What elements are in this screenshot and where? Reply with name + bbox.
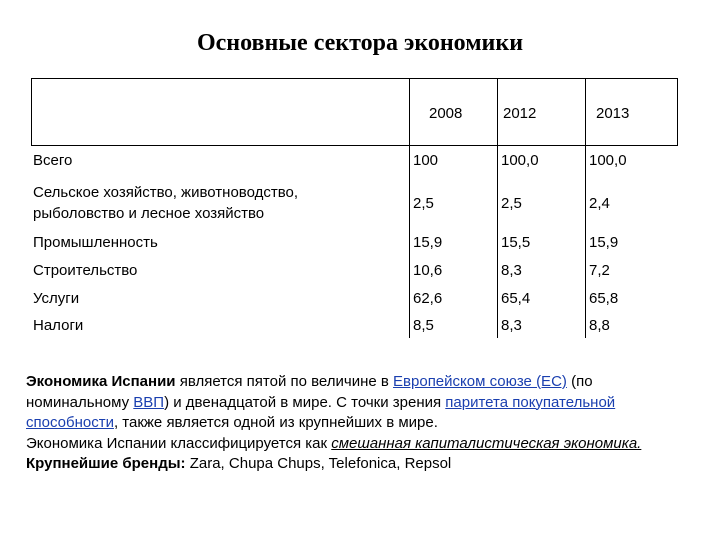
row-label-total: Всего bbox=[33, 152, 73, 169]
table-border bbox=[677, 78, 678, 146]
row-label-agriculture-line1: Сельское хозяйство, животноводство, bbox=[33, 184, 299, 201]
table-border bbox=[31, 78, 32, 146]
ppp-link[interactable]: паритета покупательной способности bbox=[26, 393, 616, 431]
row-label-services: Услуги bbox=[33, 290, 80, 307]
table-border bbox=[31, 145, 678, 146]
cell-value: 100 bbox=[413, 152, 439, 169]
column-divider bbox=[497, 78, 498, 338]
cell-value: 2,5 bbox=[501, 195, 522, 212]
header-year-2008: 2008 bbox=[429, 105, 463, 122]
mixed-economy-link[interactable]: смешанная капиталистическая экономика. bbox=[331, 434, 642, 452]
column-divider bbox=[585, 78, 586, 338]
row-label-construction: Строительство bbox=[33, 262, 138, 279]
cell-value: 15,9 bbox=[413, 234, 443, 251]
header-year-2013: 2013 bbox=[596, 105, 630, 122]
text-fragment: , также является одной из крупнейших в мире. bbox=[113, 414, 438, 431]
cell-value: 2,4 bbox=[589, 195, 610, 212]
cell-value: 2,5 bbox=[413, 195, 434, 212]
cell-value: 65,8 bbox=[589, 290, 619, 307]
cell-value: 8,8 bbox=[589, 317, 610, 334]
column-divider bbox=[409, 78, 410, 338]
page-title: Основные сектора экономики bbox=[196, 30, 524, 56]
cell-value: 62,6 bbox=[413, 290, 443, 307]
text-fragment: (по номинальному bbox=[26, 373, 593, 411]
economy-spain-bold: Экономика Испании bbox=[26, 373, 176, 390]
text-fragment: является пятой по величине в bbox=[175, 373, 394, 390]
text-fragment: ) и двенадцатой в мире. С точки зрения bbox=[164, 393, 446, 411]
description-text bbox=[26, 372, 696, 475]
eu-link[interactable]: Европейском союзе (ЕС) bbox=[393, 373, 567, 390]
brands-label: Крупнейшие бренды: bbox=[26, 455, 186, 472]
cell-value: 7,2 bbox=[589, 262, 610, 279]
cell-value: 100,0 bbox=[501, 152, 539, 169]
text-fragment: Экономика Испании классифицируется как bbox=[26, 434, 332, 452]
cell-value: 8,3 bbox=[501, 317, 522, 334]
row-label-taxes: Налоги bbox=[33, 317, 84, 334]
gdp-link[interactable]: ВВП bbox=[133, 393, 165, 411]
cell-value: 15,5 bbox=[501, 234, 531, 251]
cell-value: 15,9 bbox=[589, 234, 619, 251]
brands-list: Zara, Chupa Chups, Telefonica, Repsol bbox=[185, 455, 452, 472]
cell-value: 8,3 bbox=[501, 262, 522, 279]
row-label-industry: Промышленность bbox=[33, 234, 158, 251]
cell-value: 100,0 bbox=[589, 152, 627, 169]
cell-value: 10,6 bbox=[413, 262, 443, 279]
table-border bbox=[31, 78, 678, 79]
cell-value: 8,5 bbox=[413, 317, 434, 334]
cell-value: 65,4 bbox=[501, 290, 531, 307]
row-label-agriculture-line2: рыболовство и лесное хозяйство bbox=[33, 205, 265, 222]
header-year-2012: 2012 bbox=[503, 105, 537, 122]
